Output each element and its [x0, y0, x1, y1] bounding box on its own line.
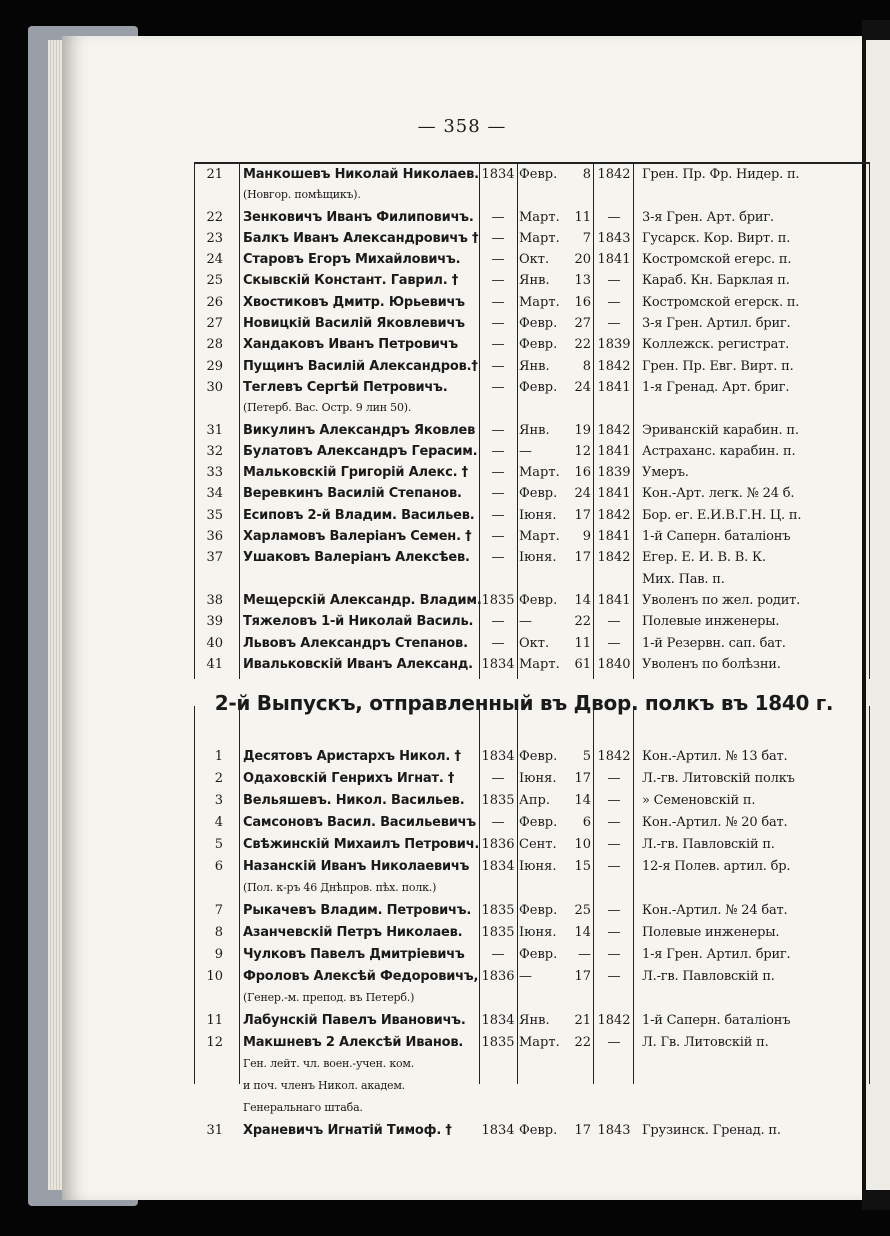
person-name: (Генер.-м. препод. въ Петерб.): [243, 991, 415, 1004]
month: Февр.: [519, 903, 558, 918]
book-page: [62, 36, 862, 1200]
person-name: Есиповъ 2-й Владим. Васильев.: [243, 507, 475, 523]
destination: Уволенъ по жел. родит.: [642, 592, 801, 608]
destination: 1-й Саперн. баталіонъ: [642, 1013, 791, 1028]
row-number: 7: [214, 903, 223, 918]
day: 17: [574, 969, 591, 984]
destination: Караб. Кн. Барклая п.: [642, 273, 790, 289]
destination: 12-я Полев. артил. бр.: [642, 859, 791, 874]
entry-year: —: [491, 209, 505, 225]
entry-year: —: [491, 465, 505, 481]
table-row: [195, 462, 869, 483]
day: 22: [574, 337, 591, 353]
row-number: 35: [206, 507, 223, 523]
entry-year: —: [491, 771, 505, 786]
month: Іюня.: [519, 859, 557, 874]
day: 17: [574, 507, 591, 523]
day: 13: [574, 273, 591, 289]
graduation-year: 1842: [597, 1013, 631, 1028]
person-name: Ген. лейт. чл. воен.-учен. ком.: [243, 1057, 415, 1070]
table-row: [195, 228, 869, 249]
graduation-year: —: [607, 969, 621, 984]
entry-year: 1835: [481, 925, 515, 940]
day: 5: [582, 749, 591, 764]
graduation-year: —: [607, 273, 621, 289]
graduation-year: —: [607, 1035, 621, 1050]
row-number: 32: [206, 443, 223, 459]
table-row: [195, 505, 869, 526]
month: Февр.: [519, 167, 558, 182]
entry-year: 1835: [481, 592, 515, 608]
table-row: [195, 768, 869, 790]
entry-year: 1835: [481, 793, 515, 808]
entry-year: 1834: [481, 1013, 515, 1028]
destination: Грен. Пр. Евг. Вирт. п.: [642, 358, 794, 374]
destination: Уволенъ по болѣзни.: [642, 656, 781, 672]
day: 7: [582, 230, 591, 246]
table-row: [195, 334, 869, 355]
day: 17: [574, 550, 591, 566]
graduation-year: 1842: [597, 550, 631, 566]
month: Іюня.: [519, 507, 557, 523]
person-name: Хандаковъ Иванъ Петровичъ: [243, 337, 458, 353]
graduation-year: 1841: [597, 529, 631, 545]
row-number: 23: [206, 230, 223, 246]
destination: Егер. Е. И. В. В. К.: [642, 550, 766, 566]
graduation-year: 1841: [597, 252, 631, 268]
table-1-rows: [195, 164, 869, 675]
destination: Костромской егерск. п.: [642, 294, 800, 310]
graduation-year: —: [607, 903, 621, 918]
entry-year: 1834: [481, 167, 515, 182]
entry-year: —: [491, 252, 505, 268]
entry-year: —: [491, 379, 505, 395]
row-number: 3: [214, 793, 223, 808]
table-row: [195, 1010, 869, 1032]
destination: Грузинск. Гренад. п.: [642, 1123, 781, 1138]
day: 21: [574, 1013, 591, 1028]
person-name: Генеральнаго штаба.: [243, 1101, 363, 1114]
person-name: Назанскій Иванъ Николаевичъ: [243, 859, 470, 874]
person-name: (Пол. к-ръ 46 Днѣпров. пѣх. полк.): [243, 881, 437, 894]
person-name: Львовъ Александръ Степанов.: [243, 635, 468, 651]
row-number: 27: [206, 316, 223, 332]
day: 14: [574, 793, 591, 808]
table-row: [195, 611, 869, 632]
person-name: Азанчевскій Петръ Николаев.: [243, 925, 463, 940]
day: 61: [574, 656, 591, 672]
day: 22: [574, 614, 591, 630]
entry-year: —: [491, 316, 505, 332]
day: 19: [574, 422, 591, 438]
table-row: [195, 590, 869, 611]
table-row: [195, 526, 869, 547]
day: 24: [574, 486, 591, 502]
entry-year: —: [491, 294, 505, 310]
entry-year: —: [491, 529, 505, 545]
day: 11: [574, 635, 591, 651]
month: Февр.: [519, 592, 558, 608]
destination: » Семеновскій п.: [642, 793, 756, 808]
row-number: 5: [214, 837, 223, 852]
graduation-year: —: [607, 771, 621, 786]
table-2-rows: [195, 746, 869, 1142]
person-name: Хвостиковъ Дмитр. Юрьевичъ: [243, 294, 465, 310]
month: —: [519, 614, 532, 630]
graduation-year: —: [607, 209, 621, 225]
person-name: Балкъ Иванъ Александровичъ †: [243, 230, 479, 246]
day: 14: [574, 592, 591, 608]
person-name: Ушаковъ Валеріанъ Алексѣев.: [243, 550, 470, 566]
person-name: Новицкій Василій Яковлевичъ: [243, 316, 465, 332]
person-name: Скывскій Констант. Гаврил. †: [243, 273, 459, 289]
person-name: Рыкачевъ Владим. Петровичъ.: [243, 903, 472, 918]
person-name: Мальковскій Григорій Алекс. †: [243, 465, 468, 481]
destination: Л. Гв. Литовскій п.: [642, 1035, 769, 1050]
destination: Кон.-Артил. № 20 бат.: [642, 815, 788, 830]
person-name: Веревкинъ Василій Степанов.: [243, 486, 462, 502]
destination: Полевые инженеры.: [642, 925, 780, 940]
table-row: [195, 1120, 869, 1142]
graduation-year: —: [607, 859, 621, 874]
table-row: [195, 900, 869, 922]
graduation-year: —: [607, 793, 621, 808]
day: 25: [574, 903, 591, 918]
month: Февр.: [519, 337, 558, 353]
row-number: 9: [214, 947, 223, 962]
table-row: [195, 812, 869, 834]
person-name: Макшневъ 2 Алексѣй Иванов.: [243, 1035, 464, 1050]
table-row: [195, 569, 869, 590]
month: Февр.: [519, 749, 558, 764]
row-number: 1: [214, 749, 223, 764]
graduates-table-2: [194, 706, 870, 1138]
destination: Бор. ег. Е.И.В.Г.Н. Ц. п.: [642, 507, 802, 523]
destination: Коллежск. регистрат.: [642, 337, 790, 353]
table-row: [195, 483, 869, 504]
destination: 1-й Саперн. баталіонъ: [642, 529, 791, 545]
destination: Кон.-Артил. № 13 бат.: [642, 749, 788, 764]
day: 16: [574, 294, 591, 310]
entry-year: 1834: [481, 749, 515, 764]
graduation-year: 1841: [597, 486, 631, 502]
month: Янв.: [519, 422, 550, 438]
person-name: Вельяшевъ. Никол. Васильев.: [243, 793, 465, 808]
day: 8: [582, 167, 591, 182]
person-name: Пущинъ Василій Александров.†: [243, 358, 478, 374]
person-name: Лабунскій Павелъ Ивановичъ.: [243, 1013, 466, 1028]
row-number: 29: [206, 358, 223, 374]
table-row-note: [195, 1076, 869, 1098]
table-row: [195, 633, 869, 654]
month: Март.: [519, 209, 560, 225]
row-number: 31: [206, 422, 223, 438]
table-row-note: [195, 1098, 869, 1120]
row-number: 36: [206, 529, 223, 545]
entry-year: —: [491, 614, 505, 630]
month: Март.: [519, 465, 560, 481]
table-row: [195, 944, 869, 966]
month: Февр.: [519, 1123, 558, 1138]
day: 9: [582, 529, 591, 545]
entry-year: —: [491, 486, 505, 502]
row-number: 12: [206, 1035, 223, 1050]
graduation-year: 1841: [597, 592, 631, 608]
entry-year: —: [491, 230, 505, 246]
month: Іюня.: [519, 771, 557, 786]
graduation-year: —: [607, 614, 621, 630]
row-number: 10: [206, 969, 223, 984]
row-number: 31: [206, 1123, 223, 1138]
row-number: 21: [206, 167, 223, 182]
row-number: 22: [206, 209, 223, 225]
graduation-year: 1839: [597, 465, 631, 481]
entry-year: 1835: [481, 1035, 515, 1050]
entry-year: 1836: [481, 969, 515, 984]
entry-year: —: [491, 273, 505, 289]
table-row: [195, 313, 869, 334]
table-row-note: [195, 878, 869, 900]
table-row: [195, 856, 869, 878]
row-number: 8: [214, 925, 223, 940]
table-row-note: [195, 988, 869, 1010]
table-row: [195, 420, 869, 441]
table-row: [195, 922, 869, 944]
table-row: [195, 377, 869, 398]
table-row: [195, 790, 869, 812]
entry-year: —: [491, 635, 505, 651]
row-number: 38: [206, 592, 223, 608]
person-name: Булатовъ Александръ Герасим.: [243, 443, 478, 459]
month: Янв.: [519, 273, 550, 289]
graduation-year: 1841: [597, 443, 631, 459]
graduation-year: 1842: [597, 507, 631, 523]
graduation-year: —: [607, 947, 621, 962]
month: Февр.: [519, 316, 558, 332]
entry-year: —: [491, 358, 505, 374]
day: 20: [574, 252, 591, 268]
row-number: 30: [206, 379, 223, 395]
row-number: 37: [206, 550, 223, 566]
destination: Астраханс. карабин. п.: [642, 443, 796, 459]
destination: Полевые инженеры.: [642, 614, 780, 630]
day: —: [578, 947, 591, 962]
row-number: 28: [206, 337, 223, 353]
person-name: Десятовъ Аристархъ Никол. †: [243, 749, 461, 764]
destination: Умеръ.: [642, 465, 689, 481]
row-number: 2: [214, 771, 223, 786]
entry-year: —: [491, 550, 505, 566]
person-name: Тяжеловъ 1-й Николай Василь.: [243, 614, 474, 630]
row-number: 6: [214, 859, 223, 874]
table-row: [195, 249, 869, 270]
person-name: Старовъ Егоръ Михайловичъ.: [243, 252, 461, 268]
graduation-year: 1839: [597, 337, 631, 353]
table-row: [195, 1032, 869, 1054]
row-number: 41: [206, 656, 223, 672]
row-number: 39: [206, 614, 223, 630]
person-name: (Петерб. Вас. Остр. 9 лин 50).: [243, 401, 412, 415]
table-row: [195, 746, 869, 768]
person-name: и поч. членъ Никол. академ.: [243, 1079, 405, 1092]
table-row: [195, 547, 869, 568]
graduation-year: 1841: [597, 379, 631, 395]
month: —: [519, 443, 532, 459]
day: 16: [574, 465, 591, 481]
entry-year: —: [491, 422, 505, 438]
table-row-note: [195, 1054, 869, 1076]
table-row: [195, 834, 869, 856]
month: Окт.: [519, 252, 550, 268]
person-name: Храневичъ Игнатій Тимоф. †: [243, 1123, 452, 1138]
graduation-year: 1842: [597, 358, 631, 374]
person-name: Чулковъ Павелъ Дмитріевичъ: [243, 947, 465, 962]
person-name: (Новгор. помѣщикъ).: [243, 188, 361, 202]
person-name: Самсоновъ Васил. Васильевичъ: [243, 815, 476, 830]
entry-year: 1834: [481, 1123, 515, 1138]
destination: Кон.-Арт. легк. № 24 б.: [642, 486, 795, 502]
day: 24: [574, 379, 591, 395]
destination: 1-я Гренад. Арт. бриг.: [642, 379, 790, 395]
destination: 3-я Грен. Артил. бриг.: [642, 316, 791, 332]
day: 15: [574, 859, 591, 874]
table-row: [195, 654, 869, 675]
destination: 1-я Грен. Артил. бриг.: [642, 947, 791, 962]
row-number: 11: [206, 1013, 223, 1028]
month: Март.: [519, 1035, 560, 1050]
person-name: Викулинъ Александръ Яковлев: [243, 422, 476, 438]
row-number: 4: [214, 815, 223, 830]
entry-year: —: [491, 337, 505, 353]
graduation-year: 1843: [597, 230, 631, 246]
table-row-note: [195, 185, 869, 206]
month: Март.: [519, 529, 560, 545]
person-name: Фроловъ Алексѣй Федоровичъ,: [243, 969, 479, 984]
destination: Л.-гв. Павловскій п.: [642, 837, 775, 852]
month: Іюня.: [519, 550, 557, 566]
table-row: [195, 292, 869, 313]
graduation-year: —: [607, 837, 621, 852]
graduation-year: —: [607, 815, 621, 830]
day: 11: [574, 209, 591, 225]
person-name: Мещерскій Александр. Владим.: [243, 592, 482, 608]
month: Февр.: [519, 947, 558, 962]
person-name: Манкошевъ Николай Николаев.: [243, 167, 479, 182]
month: —: [519, 969, 532, 984]
table-row-note: [195, 398, 869, 419]
day: 17: [574, 771, 591, 786]
graduation-year: 1843: [597, 1123, 631, 1138]
destination: Мих. Пав. п.: [642, 571, 725, 587]
destination: Костромской егерс. п.: [642, 252, 792, 268]
row-number: 25: [206, 273, 223, 289]
row-number: 40: [206, 635, 223, 651]
person-name: Харламовъ Валеріанъ Семен. †: [243, 529, 472, 545]
day: 22: [574, 1035, 591, 1050]
day: 17: [574, 1123, 591, 1138]
entry-year: 1834: [481, 859, 515, 874]
graduation-year: —: [607, 294, 621, 310]
destination: 3-я Грен. Арт. бриг.: [642, 209, 774, 225]
month: Апр.: [519, 793, 550, 808]
entry-year: 1834: [481, 656, 515, 672]
destination: Л.-гв. Павловскій п.: [642, 969, 775, 984]
graduation-year: 1842: [597, 749, 631, 764]
person-name: Зенковичъ Иванъ Филиповичъ.: [243, 209, 474, 225]
row-number: 34: [206, 486, 223, 502]
destination: 1-й Резервн. сап. бат.: [642, 635, 786, 651]
day: 12: [574, 443, 591, 459]
month: Февр.: [519, 486, 558, 502]
month: Февр.: [519, 379, 558, 395]
person-name: Ивальковскій Иванъ Александ.: [243, 656, 473, 672]
entry-year: —: [491, 815, 505, 830]
entry-year: —: [491, 507, 505, 523]
graduation-year: —: [607, 316, 621, 332]
entry-year: 1836: [481, 837, 515, 852]
person-name: Свѣжинскій Михаилъ Петрович.: [243, 837, 480, 852]
month: Янв.: [519, 358, 550, 374]
destination: Гусарск. Кор. Вирт. п.: [642, 230, 791, 246]
month: Март.: [519, 656, 560, 672]
person-name: Теглевъ Сергѣй Петровичъ.: [243, 379, 448, 395]
graduation-year: 1840: [597, 656, 631, 672]
graduation-year: —: [607, 925, 621, 940]
month: Іюня.: [519, 925, 557, 940]
day: 14: [574, 925, 591, 940]
month: Март.: [519, 294, 560, 310]
row-number: 26: [206, 294, 223, 310]
page-number: — 358 —: [417, 116, 507, 137]
day: 10: [574, 837, 591, 852]
graduation-year: 1842: [597, 167, 631, 182]
table-row: [195, 356, 869, 377]
month: Февр.: [519, 815, 558, 830]
graduation-year: 1842: [597, 422, 631, 438]
entry-year: —: [491, 947, 505, 962]
day: 6: [582, 815, 591, 830]
graduation-year: —: [607, 635, 621, 651]
table-row: [195, 441, 869, 462]
destination: Кон.-Артил. № 24 бат.: [642, 903, 788, 918]
month: Сент.: [519, 837, 557, 852]
destination: Грен. Пр. Фр. Нидер. п.: [642, 167, 800, 182]
entry-year: —: [491, 443, 505, 459]
month: Март.: [519, 230, 560, 246]
row-number: 33: [206, 465, 223, 481]
person-name: Одаховскій Генрихъ Игнат. †: [243, 771, 455, 786]
month: Окт.: [519, 635, 550, 651]
day: 27: [574, 316, 591, 332]
table-row: [195, 270, 869, 291]
day: 8: [582, 358, 591, 374]
row-number: 24: [206, 252, 223, 268]
month: Янв.: [519, 1013, 550, 1028]
graduates-table-1: [194, 162, 870, 679]
table-row: [195, 966, 869, 988]
section-2-heading: 2-й Выпускъ, отправленный въ Двор. полкъ въ 1840 г.: [214, 691, 834, 715]
destination: Эриванскій карабин. п.: [642, 422, 799, 438]
table-row: [195, 164, 869, 185]
entry-year: 1835: [481, 903, 515, 918]
destination: Л.-гв. Литовскій полкъ: [642, 771, 795, 786]
table-row: [195, 207, 869, 228]
